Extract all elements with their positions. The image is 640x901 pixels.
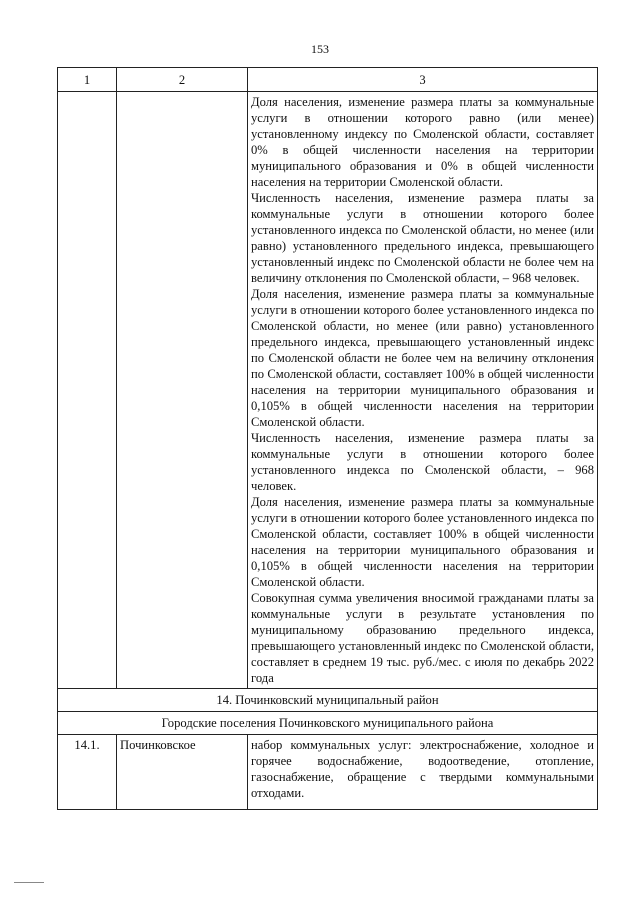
scan-edge-mark: [14, 882, 44, 883]
cell-name: [117, 92, 248, 689]
paragraph: Численность населения, изменение размера платы за коммунальные услуги в отношении которого более установленного индекса по Смоленской области, но менее (или равно) установленного предельного индекса, превышающего установленный индекс по Смоленской области не более чем на величину отклонения по Смоленской области, – 968 человек.: [251, 191, 594, 285]
subsection-title: Городские поселения Починковского муниципального района: [58, 712, 598, 735]
column-header-1: 1: [58, 68, 117, 92]
page-number: 153: [311, 42, 329, 56]
paragraph: набор коммунальных услуг: электроснабжение, холодное и горячее водоснабжение, водоотведение, отопление, газоснабжение, обращение с твердыми коммунальными отходами.: [251, 738, 594, 800]
paragraph: Совокупная сумма увеличения вносимой гражданами платы за коммунальные услуги в результате установления по муниципальному образованию предельного индекса, превышающего установленный индекс по Смоленской области, составляет в среднем 19 тыс. руб./мес. с июля по декабрь 2022 года: [251, 591, 594, 685]
paragraph: Численность населения, изменение размера платы за коммунальные услуги в отношении которого более установленного индекса по Смоленской области, – 968 человек.: [251, 431, 594, 493]
entry-name: Починковское: [117, 735, 248, 810]
entry-number: 14.1.: [58, 735, 117, 810]
entry-description: [248, 735, 598, 810]
section-title: 14. Починковский муниципальный район: [58, 689, 598, 712]
subsection-title-row: [58, 712, 598, 735]
column-header-3: 3: [248, 68, 598, 92]
cell-description: [248, 92, 598, 689]
tariff-table: [57, 67, 598, 810]
table-header-row: [58, 68, 598, 92]
section-title-row: [58, 689, 598, 712]
cell-number: [58, 92, 117, 689]
paragraph: Доля населения, изменение размера платы за коммунальные услуги в отношении которого более установленного индекса по Смоленской области, но менее (или равно) установленного предельного индекса, превышающего установленный индекс по Смоленской области не более чем на величину отклонения по Смоленской области, составляет 100% в общей численности населения на территории муниципального образования и 0,105% в общей численности населения на территории Смоленской области.: [251, 287, 594, 429]
paragraph: Доля населения, изменение размера платы за коммунальные услуги в отношении которого более установленного индекса по Смоленской области, составляет 100% в общей численности населения на территории муниципального образования и 0,105% в общей численности населения на территории Смоленской области.: [251, 495, 594, 589]
column-header-2: 2: [117, 68, 248, 92]
table-row-continued: [58, 92, 598, 689]
paragraph: Доля населения, изменение размера платы за коммунальные услуги в отношении которого равно (или менее) установленному индексу по Смоленской области, составляет 0% в общей численности населения на территории муниципального образования и 0% в общей численности населения на территории Смоленской области.: [251, 95, 594, 189]
table-row-entry: [58, 735, 598, 810]
